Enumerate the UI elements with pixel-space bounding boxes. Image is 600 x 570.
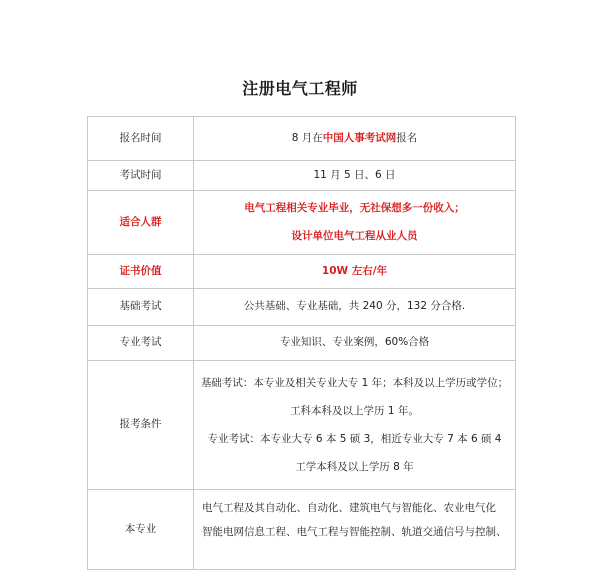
row-value-conditions: [194, 361, 516, 490]
row-label-audience: 适合人群: [88, 191, 194, 255]
row-label-basic-exam: 基础考试: [88, 289, 194, 326]
conditions-line-1: 基础考试：本专业及相关专业大专 1 年；本科及以上学历或学位；: [200, 377, 509, 389]
table-row-pro-exam: [88, 326, 516, 361]
conditions-line-4: 工学本科及以上学历 8 年: [295, 461, 414, 473]
audience-line-1: 电气工程相关专业毕业，无社保想多一份收入；: [244, 201, 465, 214]
signup-prefix: 8 月在: [291, 131, 323, 144]
row-label-conditions: 报考条件: [88, 361, 194, 490]
major-line-1: 电气工程及其自动化、自动化、建筑电气与智能化、农业电气化: [202, 502, 496, 514]
signup-suffix: 报名: [396, 131, 418, 144]
row-value-signup: [194, 117, 516, 161]
row-label-exam-time: 考试时间: [88, 161, 194, 191]
row-value-major: [194, 490, 516, 570]
row-label-pro-exam: 专业考试: [88, 326, 194, 361]
row-label-value: 证书价值: [88, 255, 194, 289]
info-table: [87, 116, 516, 570]
table-row-audience: [88, 191, 516, 255]
major-line-2: 智能电网信息工程、电气工程与智能控制、轨道交通信号与控制、: [202, 526, 507, 538]
conditions-line-2: 工科本科及以上学历 1 年。: [290, 405, 419, 417]
table-row-conditions: [88, 361, 516, 490]
row-value-pro-exam: 专业知识、专业案例，60%合格: [194, 326, 516, 361]
row-value-value: 10W 左右/年: [194, 255, 516, 289]
table-row-value: [88, 255, 516, 289]
signup-highlight: 中国人事考试网: [322, 131, 397, 144]
page-title: 注册电气工程师: [242, 79, 358, 98]
row-label-major: 本专业: [88, 490, 194, 570]
table-row-basic-exam: [88, 289, 516, 326]
row-value-audience: [194, 191, 516, 255]
table-row-exam-time: [88, 161, 516, 191]
row-label-signup: 报名时间: [88, 117, 194, 161]
table-row-major: [88, 490, 516, 570]
row-value-exam-time: 11 月 5 日、6 日: [194, 161, 516, 191]
audience-line-2: 设计单位电气工程从业人员: [291, 229, 418, 242]
row-value-basic-exam: 公共基础、专业基础，共 240 分，132 分合格.: [194, 289, 516, 326]
table-row-signup: [88, 117, 516, 161]
conditions-line-3: 专业考试：本专业大专 6 本 5 硕 3，相近专业大专 7 本 6 硕 4: [207, 433, 502, 445]
